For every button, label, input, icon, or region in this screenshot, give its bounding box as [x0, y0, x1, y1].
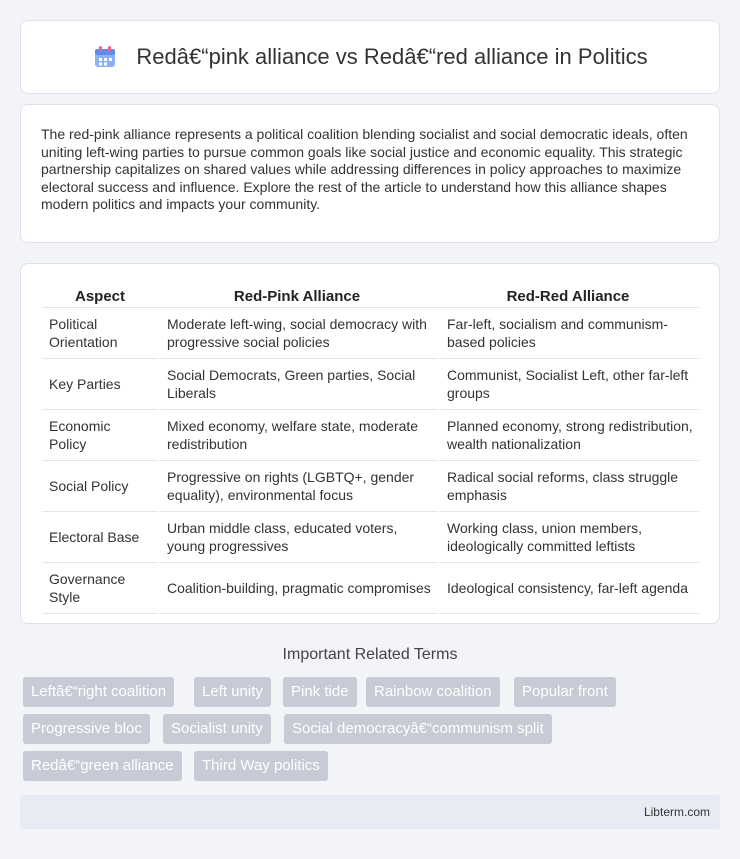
- table-header-row: [43, 284, 699, 308]
- footer: [20, 795, 720, 829]
- table-cell: Social Democrats, Green parties, Social Liberals: [157, 359, 437, 410]
- table-cell: Far-left, socialism and communism-based policies: [437, 308, 699, 359]
- table-row: [43, 410, 699, 461]
- related-term-tag[interactable]: Rainbow coalition: [366, 677, 500, 707]
- header-aspect: Aspect: [43, 284, 157, 308]
- related-term-tag[interactable]: Social democracyâ€“communism split: [284, 714, 552, 744]
- related-term-tag[interactable]: Socialist unity: [163, 714, 271, 744]
- related-term-tag[interactable]: Popular front: [514, 677, 616, 707]
- related-term-tag[interactable]: Third Way politics: [194, 751, 328, 781]
- table-cell: Social Policy: [43, 461, 157, 512]
- table-cell: Economic Policy: [43, 410, 157, 461]
- related-term-tag[interactable]: Left unity: [194, 677, 271, 707]
- intro-paragraph: The red-pink alliance represents a political coalition blending socialist and social democratic ideals, often uniting left-wing parties to pursue common goals like social justice and economic equality. This strategic partnership capitalizes on shared values while addressing differences in policy approaches to maximize electoral success and influence. Explore the rest of the article to understand how this alliance shapes modern politics and impacts your community.: [41, 126, 688, 213]
- title-card: [20, 20, 720, 94]
- related-term-tag[interactable]: Redâ€“green alliance: [23, 751, 182, 781]
- table-row: [43, 461, 699, 512]
- table-cell: Ideological consistency, far-left agenda: [437, 563, 699, 614]
- intro-card: [20, 104, 720, 243]
- table-cell: Electoral Base: [43, 512, 157, 563]
- related-term-tag[interactable]: Pink tide: [283, 677, 357, 707]
- footer-site-link[interactable]: Libterm.com: [643, 805, 710, 819]
- table-cell: Radical social reforms, class struggle emphasis: [437, 461, 699, 512]
- table-cell: Mixed economy, welfare state, moderate redistribution: [157, 410, 437, 461]
- table-cell: Governance Style: [43, 563, 157, 614]
- table-row: [43, 512, 699, 563]
- comparison-card: [20, 263, 720, 624]
- table-cell: Political Orientation: [43, 308, 157, 359]
- table-cell: Key Parties: [43, 359, 157, 410]
- related-terms-title: Important Related Terms: [282, 646, 458, 663]
- table-cell: Urban middle class, educated voters, young progressives: [157, 512, 437, 563]
- page-title: Redâ€“pink alliance vs Redâ€“red alliance in Politics: [136, 44, 648, 69]
- table-row: [43, 359, 699, 410]
- related-term-tag[interactable]: Leftâ€“right coalition: [23, 677, 174, 707]
- table-cell: Coalition-building, pragmatic compromises: [157, 563, 437, 614]
- comparison-table: [43, 284, 699, 614]
- table-cell: Communist, Socialist Left, other far-left groups: [437, 359, 699, 410]
- header-red-pink: Red-Pink Alliance: [157, 284, 437, 308]
- table-cell: Moderate left-wing, social democracy with progressive social policies: [157, 308, 437, 359]
- calendar-icon: [92, 44, 118, 70]
- header-red-red: Red-Red Alliance: [437, 284, 699, 308]
- table-row: [43, 308, 699, 359]
- table-cell: Planned economy, strong redistribution, wealth nationalization: [437, 410, 699, 461]
- table-cell: Working class, union members, ideologically committed leftists: [437, 512, 699, 563]
- table-row: [43, 563, 699, 614]
- related-term-tag[interactable]: Progressive bloc: [23, 714, 150, 744]
- table-cell: Progressive on rights (LGBTQ+, gender equality), environmental focus: [157, 461, 437, 512]
